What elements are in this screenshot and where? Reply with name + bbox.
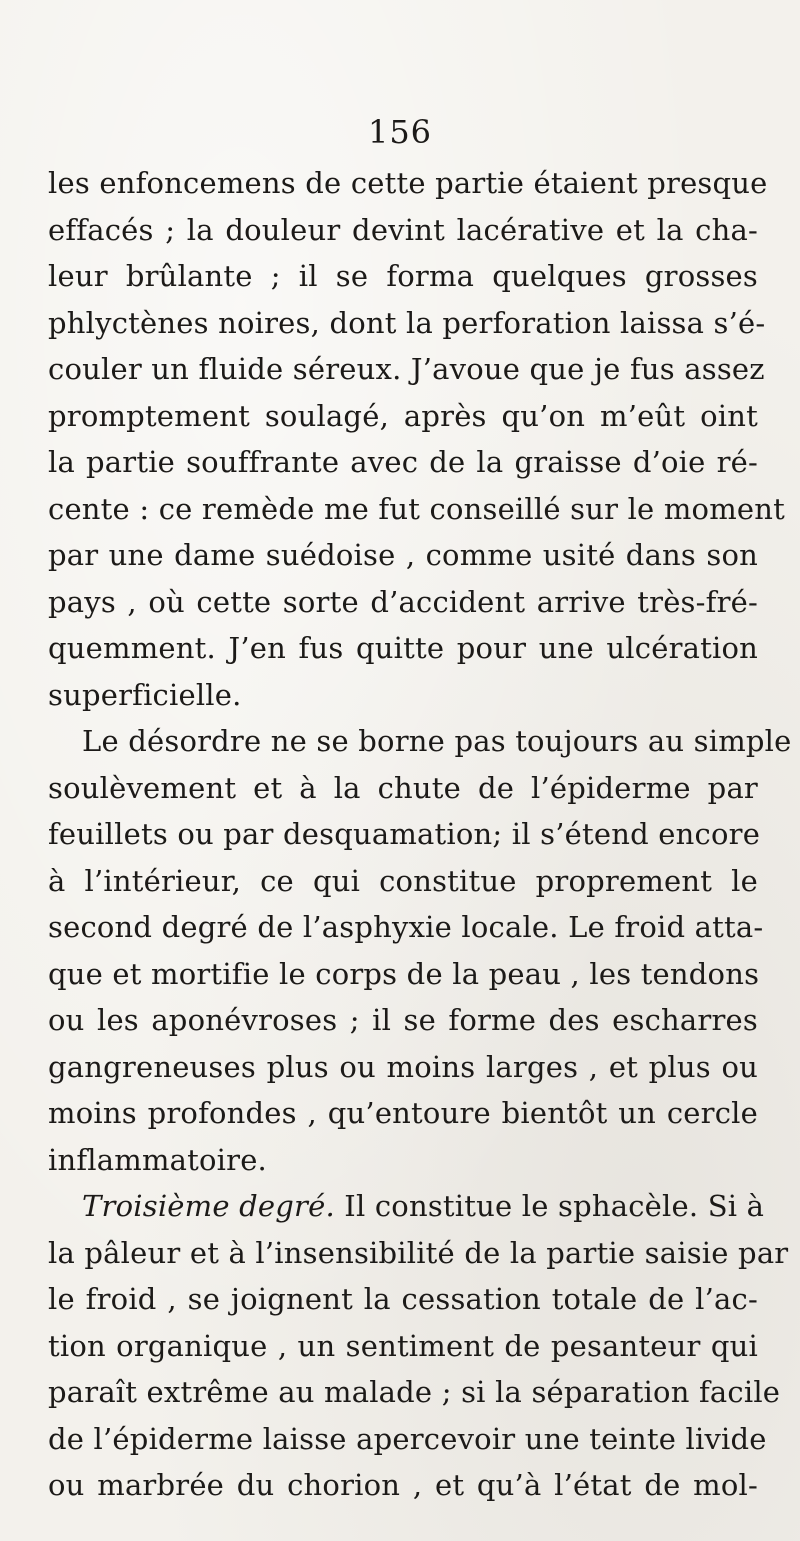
section-heading-italic: Troisième degré. [82,1189,335,1223]
text-line: les enfoncemens de cette partie étaient presque [48,166,768,200]
text-line: à l’intérieur, ce qui constitue proprement le [48,863,758,898]
text-line: paraît extrême au malade ; si la séparation facile [48,1375,781,1409]
text-line: la pâleur et à l’insensibilité de la partie saisie par [48,1235,789,1270]
text-line: superficielle. [48,677,242,712]
text-line: ou les aponévroses ; il se forme des escharres [48,1003,758,1037]
text-line: moins profondes , qu’entoure bientôt un cercle [48,1096,758,1130]
text-line: ou marbrée du chorion , et qu’à l’état de mol- [48,1468,758,1502]
text-line: feuillets ou par desquamation; il s’étend encore [48,817,761,851]
text-line: par une dame suédoise , comme usité dans son [48,538,758,572]
text-line: inflammatoire. [48,1142,267,1177]
text-line: pays , où cette sorte d’accident arrive très-fré- [48,584,758,619]
text-line: second degré de l’asphyxie locale. Le froid atta- [48,910,764,944]
text-line: couler un fluide séreux. J’avoue que je fus assez [48,352,765,386]
paragraph-2 [48,718,792,1183]
text-line: leur brûlante ; il se forma quelques grosses [48,259,758,293]
paragraph-1 [48,160,785,718]
text-line [48,1183,765,1230]
text-line: phlyctènes noires, dont la perforation laissa s’é- [48,305,766,340]
body-text [48,160,792,1509]
text-line: soulèvement et à la chute de l’épiderme par [48,770,758,805]
text-line: promptement soulagé, après qu’on m’eût oint [48,398,758,433]
text-line: Le désordre ne se borne pas toujours au simple [82,724,792,758]
text-line: quemment. J’en fus quitte pour une ulcération [48,631,758,665]
paragraph-3 [48,1183,789,1509]
text-line: gangreneuses plus ou moins larges , et plus ou [48,1049,758,1084]
text-line: tion organique , un sentiment de pesanteur qui [48,1328,758,1363]
text-line: effacés ; la douleur devint lacérative et la cha- [48,212,758,247]
text-line: cente : ce remède me fut conseillé sur le moment [48,491,785,526]
page-number: 156 [367,113,433,151]
text-line: la partie souffrante avec de la graisse d’oie ré- [48,445,758,479]
text-line-remainder: Il constitue le sphacèle. Si à [334,1189,765,1223]
text-line: le froid , se joignent la cessation totale de l’ac- [48,1282,758,1316]
text-line: de l’épiderme laisse apercevoir une teinte livide [48,1421,767,1456]
text-line: que et mortifie le corps de la peau , les tendons [48,956,760,991]
